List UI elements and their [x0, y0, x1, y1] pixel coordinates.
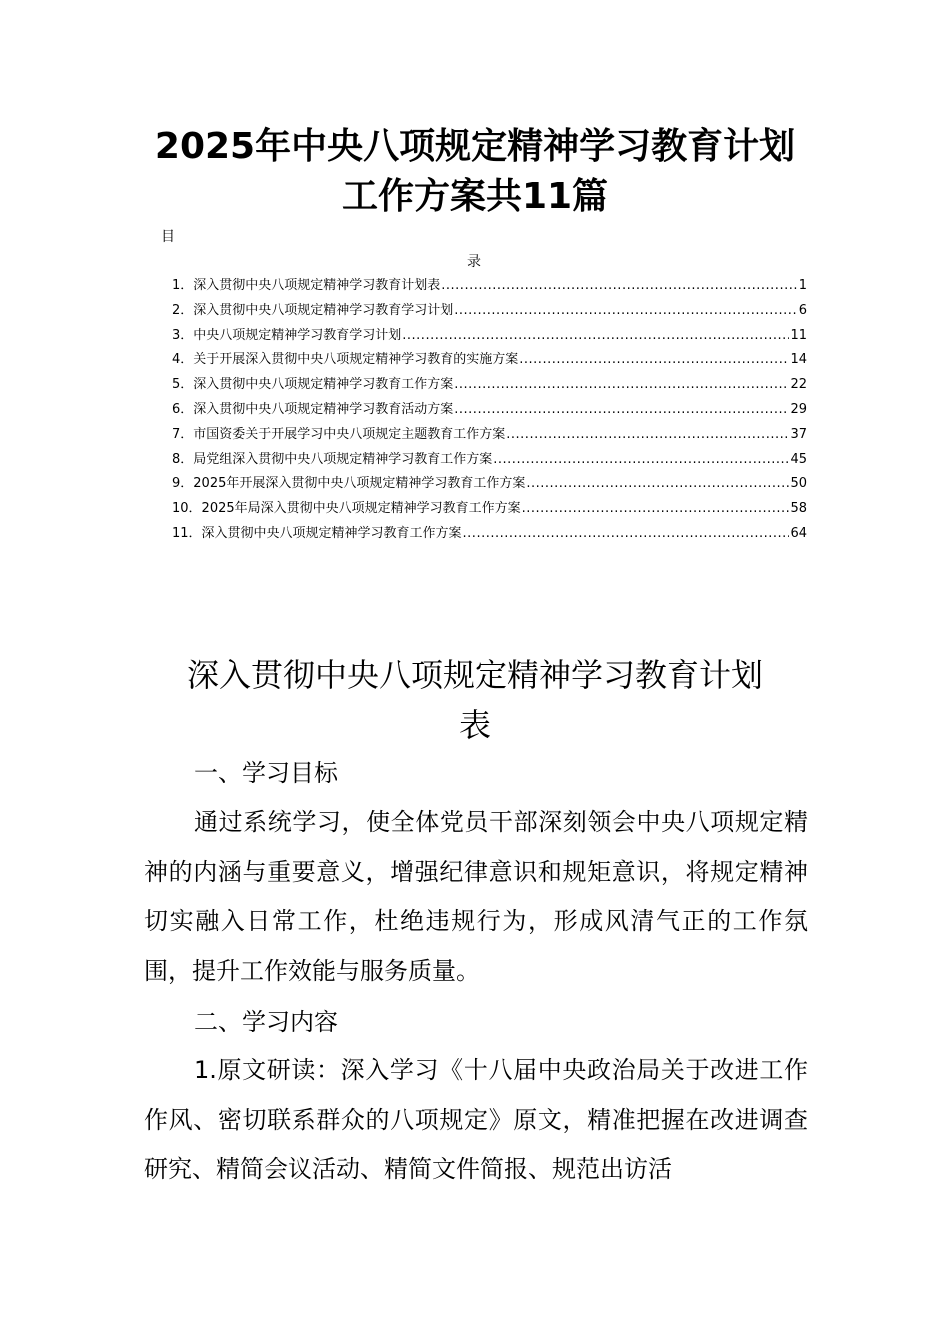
section-title-line-1: 深入贯彻中央八项规定精神学习教育计划 [186, 656, 763, 694]
toc-dot-leader [454, 301, 797, 321]
toc-entry-text: 6．深入贯彻中央八项规定精神学习教育活动方案 [172, 401, 454, 417]
toc-dot-leader [454, 375, 789, 395]
toc-entry-text: 3．中央八项规定精神学习教育学习计划 [172, 327, 402, 343]
toc-page-number: 22 [790, 377, 807, 393]
toc-page-number: 14 [790, 352, 807, 368]
toc-dot-leader [522, 499, 790, 519]
toc-page-number: 58 [790, 501, 807, 517]
toc-dot-leader [402, 326, 789, 346]
paragraph-learning-goals: 通过系统学习，使全体党员干部深刻领会中央八项规定精神的内涵与重要意义，增强纪律意识和规矩意识，将规定精神切实融入日常工作，杜绝违规行为，形成风清气正的工作氛围，提升工作效能与服务质量。 [144, 808, 808, 985]
toc-page-number: 11 [790, 327, 807, 343]
toc-label-lu: 录 [467, 254, 481, 270]
toc-entry-5[interactable] [172, 375, 807, 400]
section-title [140, 650, 810, 750]
toc-entry-text: 8．局党组深入贯彻中央八项规定精神学习教育工作方案 [172, 451, 493, 467]
toc-page-number: 45 [790, 451, 807, 467]
paragraph-learning-content: 1.原文研读：深入学习《十八届中央政治局关于改进工作作风、密切联系群众的八项规定》原文，精准把握在改进调查研究、精简会议活动、精简文件简报、规范出访活 [144, 1056, 808, 1183]
section-title-line-2: 表 [458, 706, 491, 744]
toc-entry-text: 1．深入贯彻中央八项规定精神学习教育计划表 [172, 278, 441, 293]
toc-entry-text: 2．深入贯彻中央八项规定精神学习教育学习计划 [172, 302, 454, 318]
document-title [140, 122, 810, 222]
toc-entry-3[interactable] [172, 326, 807, 351]
document-title-line-2: 工作方案共11篇 [341, 176, 609, 217]
toc-entry-1[interactable] [172, 276, 807, 301]
toc-dot-leader [454, 400, 789, 420]
toc-dot-leader [463, 524, 790, 544]
toc-dot-leader [441, 276, 797, 296]
toc-entry-11[interactable] [172, 524, 807, 549]
document-title-line-1: 2025年中央八项规定精神学习教育计划 [154, 126, 796, 167]
toc-entry-text: 5．深入贯彻中央八项规定精神学习教育工作方案 [172, 377, 454, 393]
toc-page-number: 1 [798, 278, 807, 293]
toc-label-mu: 目 [161, 229, 175, 245]
toc-dot-leader [506, 425, 789, 445]
toc-entry-8[interactable] [172, 450, 807, 475]
toc-entry-text: 4．关于开展深入贯彻中央八项规定精神学习教育的实施方案 [172, 352, 519, 368]
toc-entry-text: 7．市国资委关于开展学习中央八项规定主题教育工作方案 [172, 426, 506, 442]
toc-entry-text: 10．2025年局深入贯彻中央八项规定精神学习教育工作方案 [172, 501, 521, 517]
toc-entry-text: 9．2025年开展深入贯彻中央八项规定精神学习教育工作方案 [172, 476, 526, 492]
toc-dot-leader [519, 350, 789, 370]
toc-entry-2[interactable] [172, 301, 807, 326]
toc-entry-7[interactable] [172, 425, 807, 450]
table-of-contents [172, 276, 807, 549]
toc-page-number: 6 [798, 302, 807, 318]
toc-page-number: 64 [790, 525, 807, 541]
heading-learning-goals: 一、学习目标 [194, 759, 338, 787]
heading-learning-content: 二、学习内容 [194, 1008, 338, 1036]
toc-page-number: 29 [790, 401, 807, 417]
toc-page-number: 50 [790, 476, 807, 492]
toc-dot-leader [526, 474, 789, 494]
toc-entry-6[interactable] [172, 400, 807, 425]
toc-entry-9[interactable] [172, 474, 807, 499]
toc-dot-leader [493, 450, 789, 470]
toc-entry-10[interactable] [172, 499, 807, 524]
toc-entry-4[interactable] [172, 350, 807, 375]
toc-page-number: 37 [790, 426, 807, 442]
toc-entry-text: 11．深入贯彻中央八项规定精神学习教育工作方案 [172, 525, 462, 541]
